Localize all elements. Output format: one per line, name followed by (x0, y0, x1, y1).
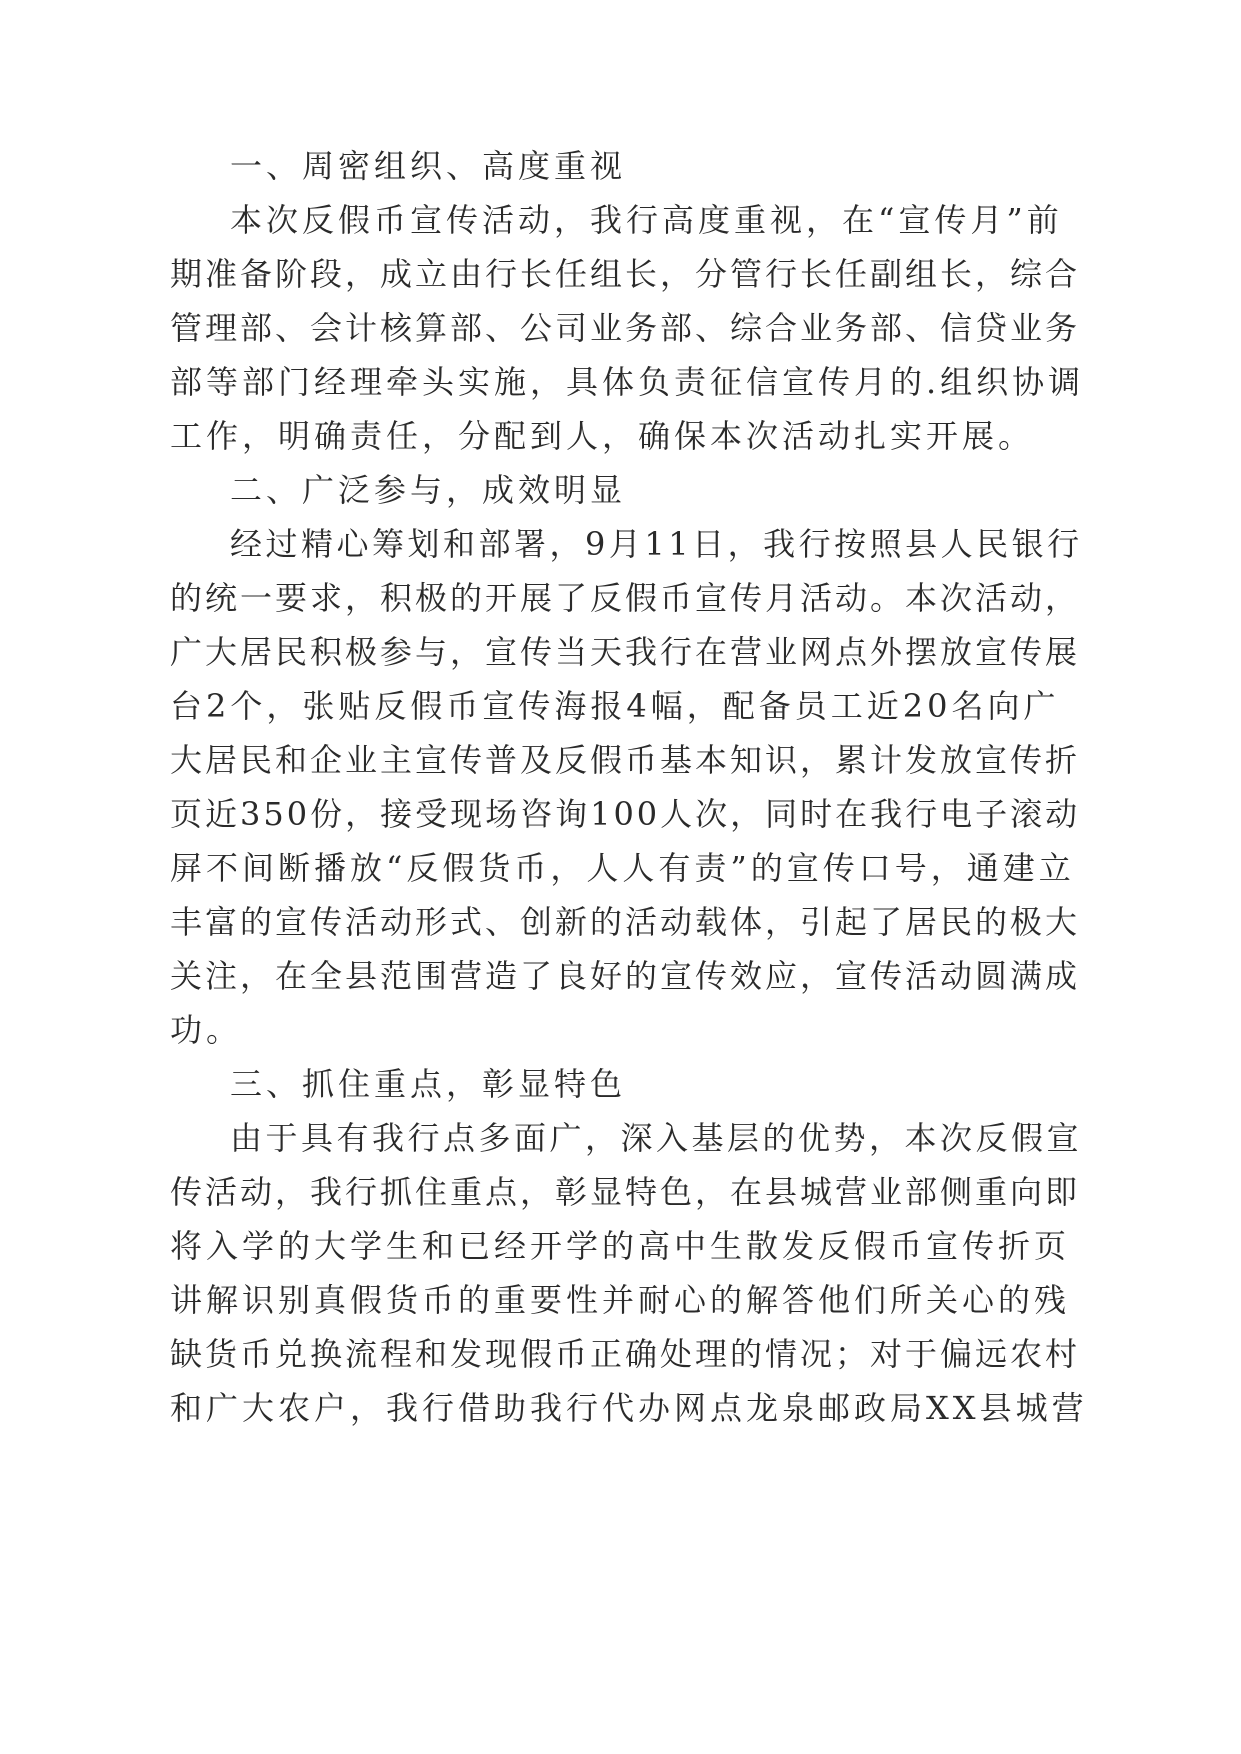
paragraph-line: 期准备阶段，成立由行长任组长，分管行长任副组长，综合 (170, 255, 1081, 293)
paragraph-line: 广大居民积极参与，宣传当天我行在营业网点外摆放宣传展 (170, 633, 1081, 671)
paragraph-line: 传活动，我行抓住重点，彰显特色，在县城营业部侧重向即 (170, 1173, 1081, 1211)
paragraph-line: 工作，明确责任，分配到人，确保本次活动扎实开展。 (170, 417, 1035, 455)
paragraph-line: 丰富的宣传活动形式、创新的活动载体，引起了居民的极大 (170, 903, 1081, 941)
paragraph-line: 将入学的大学生和已经开学的高中生散发反假币宣传折页 (170, 1227, 1071, 1265)
paragraph-line: 部等部门经理牵头实施，具体负责征信宣传月的.组织协调 (170, 363, 1085, 401)
paragraph-line: 关注，在全县范围营造了良好的宣传效应，宣传活动圆满成 (170, 957, 1081, 995)
section-heading-2: 二、广泛参与，成效明显 (230, 471, 627, 509)
section-heading-1: 一、周密组织、高度重视 (230, 147, 627, 185)
paragraph-line: 台2个，张贴反假币宣传海报4幅，配备员工近20名向广 (170, 687, 1060, 725)
paragraph-line: 功。 (170, 1011, 243, 1049)
paragraph-line: 大居民和企业主宣传普及反假币基本知识，累计发放宣传折 (170, 741, 1081, 779)
section-heading-3: 三、抓住重点，彰显特色 (230, 1065, 627, 1103)
paragraph-line: 管理部、会计核算部、公司业务部、综合业务部、信贷业务 (170, 309, 1081, 347)
paragraph-line: 屏不间断播放“反假货币，人人有责”的宣传口号，通建立 (170, 849, 1075, 887)
paragraph-line: 讲解识别真假货币的重要性并耐心的解答他们所关心的残 (170, 1281, 1071, 1319)
paragraph-line: 页近350份，接受现场咨询100人次，同时在我行电子滚动 (170, 795, 1081, 833)
paragraph-line: 经过精心筹划和部署，9月11日，我行按照县人民银行 (230, 525, 1083, 563)
paragraph-line: 的统一要求，积极的开展了反假币宣传月活动。本次活动， (170, 579, 1081, 617)
paragraph-line: 和广大农户，我行借助我行代办网点龙泉邮政局XX县城营 (170, 1389, 1088, 1427)
paragraph-line: 由于具有我行点多面广，深入基层的优势，本次反假宣 (230, 1119, 1083, 1157)
paragraph-line: 本次反假币宣传活动，我行高度重视，在“宣传月”前 (230, 201, 1063, 239)
paragraph-line: 缺货币兑换流程和发现假币正确处理的情况；对于偏远农村 (170, 1335, 1081, 1373)
